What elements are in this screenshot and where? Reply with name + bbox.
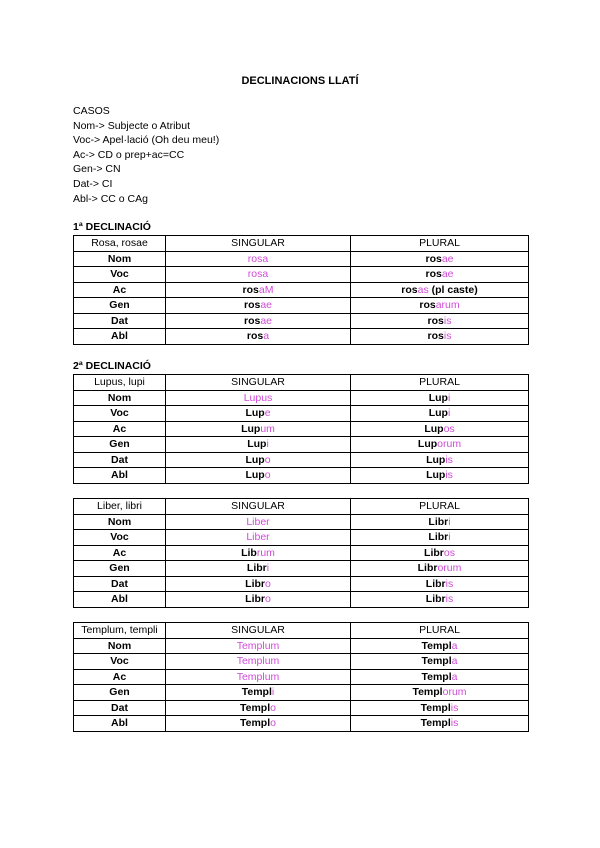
singular-header: SINGULAR	[166, 236, 351, 252]
ending: Liber	[246, 515, 270, 528]
singular-form	[166, 468, 351, 484]
stem: Templ	[241, 686, 272, 698]
ending: orum	[437, 438, 462, 450]
ending: is	[443, 330, 452, 342]
casos-item-voc: Voc-> Apel·lació (Oh deu meu!)	[73, 134, 220, 147]
casos-item-abl: Abl-> CC o CAg	[73, 192, 148, 205]
stem: Lup	[424, 422, 444, 435]
stem: Libr	[425, 577, 446, 590]
lemma-header: Lupus, lupi	[74, 375, 166, 391]
ending: os	[443, 546, 455, 559]
ending: o	[270, 717, 276, 729]
case-label: Ac	[74, 282, 166, 298]
stem: Lup	[247, 438, 267, 450]
case-label: Voc	[74, 530, 166, 546]
stem: Libr	[428, 531, 449, 543]
singular-form	[166, 685, 351, 701]
casos-list	[73, 104, 219, 206]
stem: ros	[401, 283, 418, 296]
plural-form	[351, 282, 529, 298]
stem: ros	[425, 252, 442, 265]
ending: i	[447, 391, 451, 404]
singular-form	[166, 390, 351, 406]
ending: o	[270, 701, 276, 714]
ending: o	[265, 593, 271, 605]
ending: a	[451, 670, 458, 683]
plural-form	[351, 298, 529, 314]
casos-item-ac: Ac-> CD o prep+ac=CC	[73, 148, 185, 161]
casos-item-nom: Nom-> Subjecte o Atribut	[73, 119, 191, 132]
ending: arum	[435, 299, 460, 311]
stem: Lup	[245, 469, 265, 481]
singular-header: SINGULAR	[166, 375, 351, 391]
case-label: Dat	[74, 576, 166, 592]
ending: a	[451, 639, 458, 652]
stem: Libr	[245, 593, 265, 605]
ending: ae	[260, 314, 273, 327]
stem: Lup	[426, 453, 446, 466]
stem: Templ	[421, 639, 452, 652]
plural-form	[351, 700, 529, 716]
case-label: Abl	[74, 329, 166, 345]
ending: orum	[442, 686, 467, 698]
stem: ros	[425, 268, 442, 280]
ending: o	[265, 577, 271, 590]
plural-form	[351, 561, 529, 577]
table-row	[74, 530, 529, 546]
ending: Templum	[236, 670, 280, 683]
stem: Templ	[412, 686, 443, 698]
table-row	[74, 716, 529, 732]
table-row	[74, 421, 529, 437]
singular-form	[166, 514, 351, 530]
case-label: Gen	[74, 437, 166, 453]
stem: Templ	[421, 670, 452, 683]
plural-header: PLURAL	[351, 499, 529, 515]
stem: Libr	[424, 546, 444, 559]
ending: o	[264, 469, 271, 481]
stem: Libr	[425, 593, 446, 605]
table-row	[74, 406, 529, 422]
ending: as	[417, 283, 429, 296]
stem: Libr	[428, 515, 449, 528]
ending: is	[445, 453, 453, 466]
singular-form	[166, 282, 351, 298]
ending: is	[445, 577, 454, 590]
table-row	[74, 685, 529, 701]
stem: Libr	[245, 577, 265, 590]
ending: i	[447, 407, 451, 419]
ending: um	[260, 422, 275, 435]
casos-heading: CASOS	[73, 105, 110, 117]
case-label: Ac	[74, 669, 166, 685]
plural-form	[351, 468, 529, 484]
ending: ae	[441, 268, 454, 280]
stem: Lup	[428, 391, 448, 404]
singular-form	[166, 437, 351, 453]
plural-form	[351, 329, 529, 345]
plural-form	[351, 545, 529, 561]
stem: ros	[242, 283, 259, 296]
ending: Lupus	[243, 391, 273, 404]
lemma-header: Templum, templi	[74, 623, 166, 639]
stem: Libr	[417, 562, 438, 574]
stem: Lup	[417, 438, 438, 450]
singular-form	[166, 700, 351, 716]
case-label: Ac	[74, 545, 166, 561]
plural-form	[351, 685, 529, 701]
ending: is	[445, 469, 453, 481]
ending: ae	[441, 252, 454, 265]
stem: Templ	[421, 655, 452, 667]
singular-form	[166, 298, 351, 314]
ending: o	[264, 453, 271, 466]
note: (pl caste)	[428, 283, 478, 296]
singular-form	[166, 313, 351, 329]
stem: ros	[243, 299, 261, 311]
ending: i	[271, 686, 275, 698]
table-row	[74, 669, 529, 685]
decl1-heading: 1ª DECLINACIÓ	[73, 221, 151, 233]
ending: is	[445, 593, 454, 605]
case-label: Dat	[74, 700, 166, 716]
table-row	[74, 282, 529, 298]
case-label: Voc	[74, 654, 166, 670]
plural-form	[351, 514, 529, 530]
table-row	[74, 514, 529, 530]
singular-form	[166, 576, 351, 592]
case-label: Abl	[74, 716, 166, 732]
case-label: Dat	[74, 452, 166, 468]
ending: is	[450, 717, 459, 729]
singular-form	[166, 654, 351, 670]
plural-form	[351, 421, 529, 437]
plural-form	[351, 530, 529, 546]
table-row	[74, 545, 529, 561]
casos-item-gen: Gen-> CN	[73, 163, 121, 176]
ending: i	[266, 438, 269, 450]
ending: Templum	[236, 655, 280, 667]
plural-form	[351, 592, 529, 608]
stem: ros	[427, 330, 444, 342]
table-row	[74, 437, 529, 453]
singular-form	[166, 530, 351, 546]
table-row	[74, 638, 529, 654]
plural-form	[351, 390, 529, 406]
ending: ae	[260, 299, 273, 311]
stem: Templ	[420, 701, 451, 714]
decl1-table	[73, 235, 529, 345]
case-label: Gen	[74, 685, 166, 701]
ending: a	[451, 655, 458, 667]
ending: is	[443, 314, 452, 327]
stem: Lup	[245, 407, 265, 419]
stem: Lib	[241, 546, 257, 559]
plural-header: PLURAL	[351, 375, 529, 391]
stem: ros	[419, 299, 436, 311]
singular-form	[166, 669, 351, 685]
stem: ros	[246, 330, 264, 342]
case-label: Ac	[74, 421, 166, 437]
ending: i	[448, 531, 451, 543]
stem: Templ	[240, 701, 271, 714]
ending: rosa	[247, 252, 269, 265]
ending: i	[266, 562, 270, 574]
ending: os	[443, 422, 455, 435]
case-label: Abl	[74, 592, 166, 608]
table-row	[74, 329, 529, 345]
table-header-row	[74, 623, 529, 639]
table-row	[74, 592, 529, 608]
plural-header: PLURAL	[351, 623, 529, 639]
ending: Templum	[236, 639, 280, 652]
plural-form	[351, 406, 529, 422]
singular-form	[166, 421, 351, 437]
case-label: Nom	[74, 638, 166, 654]
case-label: Abl	[74, 468, 166, 484]
table-row	[74, 468, 529, 484]
singular-form	[166, 329, 351, 345]
plural-form	[351, 654, 529, 670]
table-row	[74, 251, 529, 267]
table-row	[74, 313, 529, 329]
table-row	[74, 390, 529, 406]
stem: ros	[243, 314, 261, 327]
plural-form	[351, 669, 529, 685]
singular-form	[166, 638, 351, 654]
singular-form	[166, 716, 351, 732]
case-label: Voc	[74, 406, 166, 422]
stem: ros	[427, 314, 444, 327]
singular-form	[166, 561, 351, 577]
plural-form	[351, 267, 529, 283]
singular-form	[166, 592, 351, 608]
singular-header: SINGULAR	[166, 499, 351, 515]
table-row	[74, 654, 529, 670]
plural-form	[351, 716, 529, 732]
case-label: Dat	[74, 313, 166, 329]
plural-form	[351, 437, 529, 453]
ending: a	[263, 330, 270, 342]
singular-header: SINGULAR	[166, 623, 351, 639]
lemma-header: Rosa, rosae	[74, 236, 166, 252]
singular-form	[166, 251, 351, 267]
decl2-liber-table	[73, 498, 529, 608]
ending: aM	[258, 283, 274, 296]
case-label: Nom	[74, 251, 166, 267]
plural-form	[351, 576, 529, 592]
decl2-lupus-table	[73, 374, 529, 484]
ending: Liber	[246, 531, 270, 543]
case-label: Nom	[74, 514, 166, 530]
ending: rosa	[247, 268, 269, 280]
plural-header: PLURAL	[351, 236, 529, 252]
stem: Templ	[420, 717, 451, 729]
plural-form	[351, 638, 529, 654]
singular-form	[166, 267, 351, 283]
stem: Templ	[240, 717, 271, 729]
lemma-header: Liber, libri	[74, 499, 166, 515]
stem: Libr	[246, 562, 267, 574]
plural-form	[351, 452, 529, 468]
table-row	[74, 267, 529, 283]
ending: orum	[437, 562, 462, 574]
table-header-row	[74, 236, 529, 252]
singular-form	[166, 452, 351, 468]
page-title: DECLINACIONS LLATÍ	[241, 75, 359, 87]
stem: Lup	[245, 453, 265, 466]
decl2-templum-table	[73, 622, 529, 732]
case-label: Gen	[74, 298, 166, 314]
ending: i	[448, 515, 451, 528]
table-row	[74, 576, 529, 592]
singular-form	[166, 545, 351, 561]
table-header-row	[74, 375, 529, 391]
plural-form	[351, 251, 529, 267]
case-label: Nom	[74, 390, 166, 406]
table-row	[74, 452, 529, 468]
stem: Lup	[428, 407, 448, 419]
stem: Lup	[241, 422, 261, 435]
plural-form	[351, 313, 529, 329]
case-label: Gen	[74, 561, 166, 577]
ending: e	[264, 407, 271, 419]
casos-item-dat: Dat-> CI	[73, 177, 113, 190]
singular-form	[166, 406, 351, 422]
stem: Lup	[426, 469, 446, 481]
table-row	[74, 298, 529, 314]
table-row	[74, 700, 529, 716]
table-row	[74, 561, 529, 577]
ending: is	[450, 701, 459, 714]
table-header-row	[74, 499, 529, 515]
ending: rum	[256, 546, 275, 559]
case-label: Voc	[74, 267, 166, 283]
decl2-heading: 2ª DECLINACIÓ	[73, 360, 151, 372]
